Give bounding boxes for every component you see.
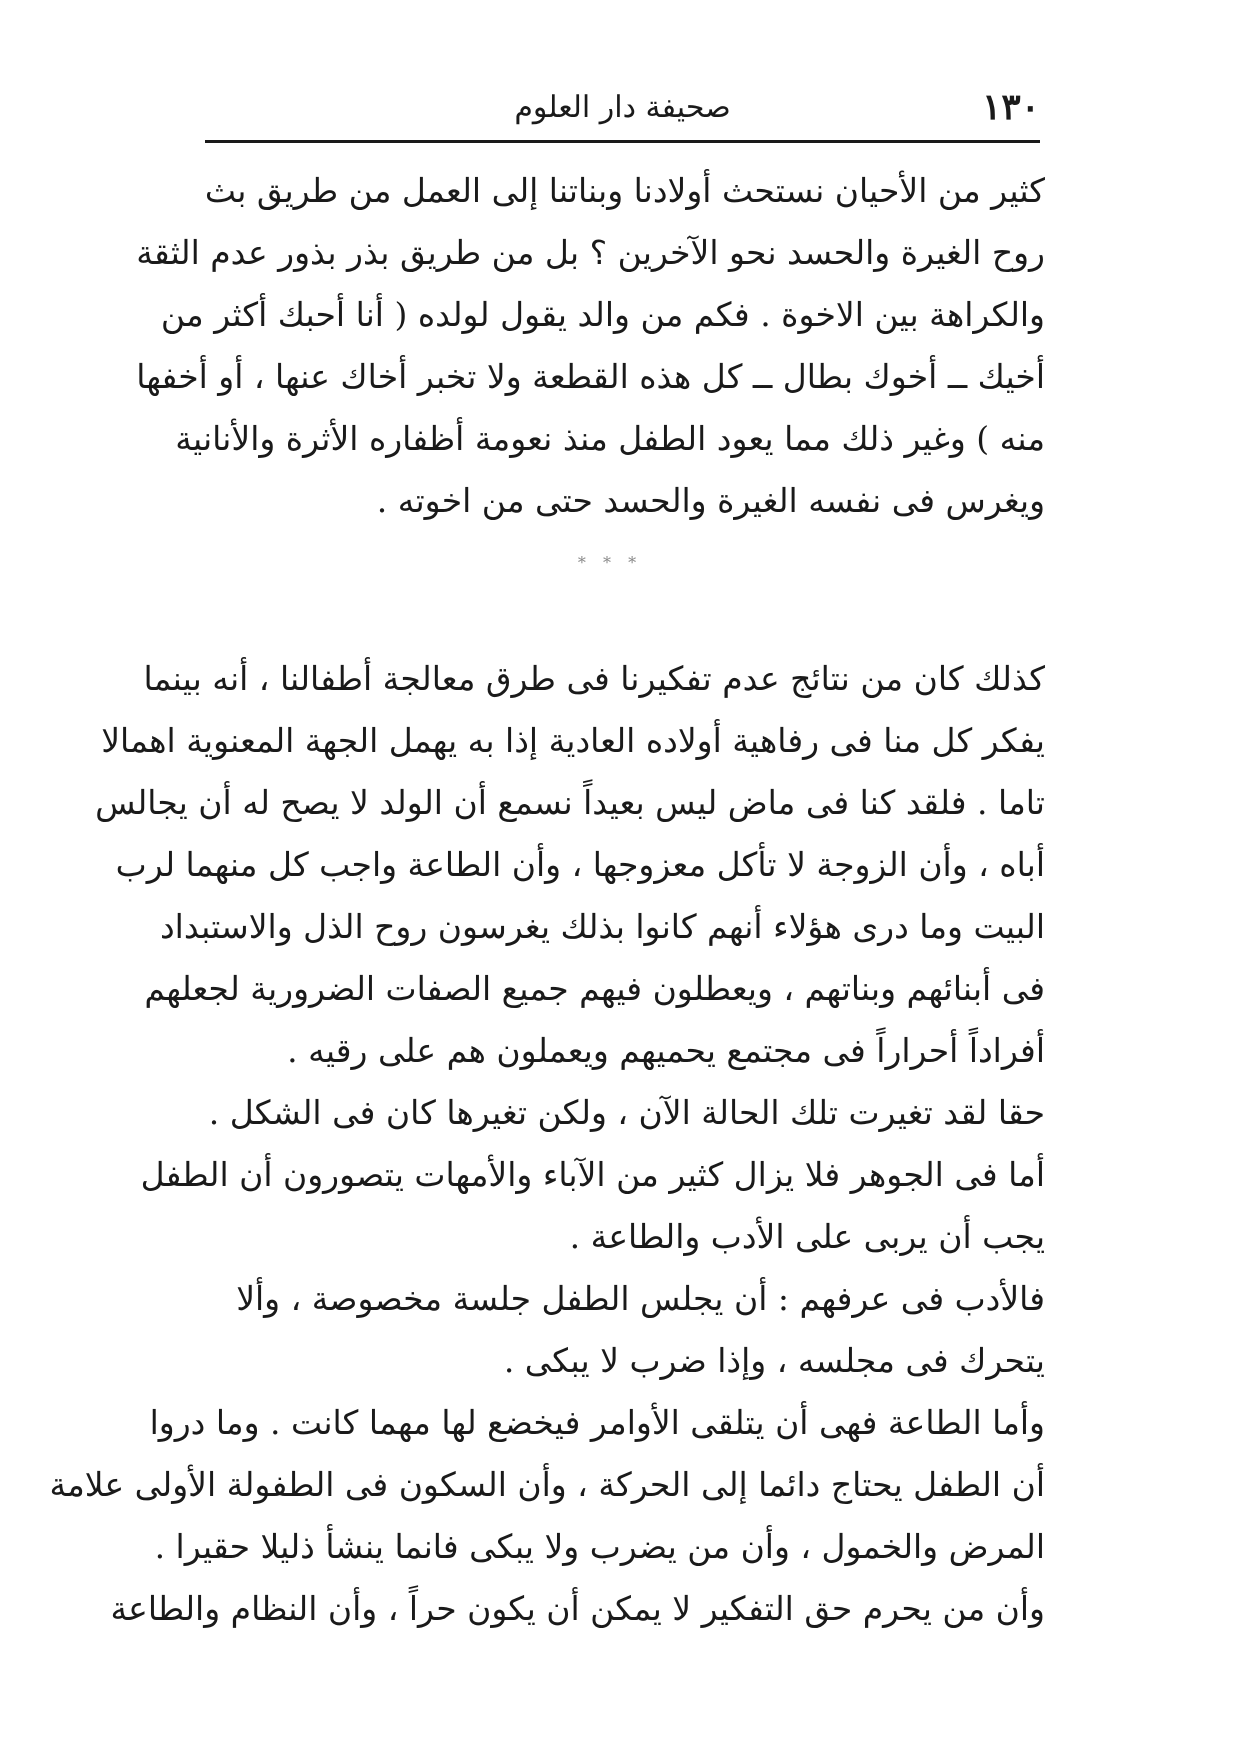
- text-line: المرض والخمول ، وأن من يضرب ولا يبكى فانما ينشأ ذليلا حقيرا .: [154, 1527, 1045, 1566]
- text-line: وأن من يحرم حق التفكير لا يمكن أن يكون حراً ، وأن النظام والطاعة: [110, 1589, 1045, 1628]
- section-gap: [175, 594, 1045, 648]
- paragraph-5: [49, 1392, 1045, 1640]
- text-line: كثير من الأحيان نستحث أولادنا وبناتنا إلى العمل من طريق بث: [204, 171, 1045, 210]
- header-rule: [205, 140, 1040, 143]
- text-line: كذلك كان من نتائج عدم تفكيرنا فى طرق معالجة أطفالنا ، أنه بينما: [143, 659, 1045, 698]
- text-line: تاما . فلقد كنا فى ماض ليس بعيداً نسمع أن الولد لا يصح له أن يجالس: [95, 783, 1045, 822]
- text-line: فالأدب فى عرفهم : أن يجلس الطفل جلسة مخصوصة ، وألا: [236, 1279, 1045, 1318]
- section-divider: * * *: [577, 553, 643, 572]
- text-line: وأما الطاعة فهى أن يتلقى الأوامر فيخضع لها مهما كانت . وما دروا: [149, 1403, 1045, 1442]
- text-line: روح الغيرة والحسد نحو الآخرين ؟ بل من طريق بذر بذور عدم الثقة: [136, 233, 1045, 272]
- paragraph-2: [95, 648, 1045, 1082]
- body-text: [49, 160, 1045, 1640]
- text-line: أباه ، وأن الزوجة لا تأكل معزوجها ، وأن الطاعة واجب كل منهما لرب: [115, 845, 1045, 884]
- text-line: يتحرك فى مجلسه ، وإذا ضرب لا يبكى .: [503, 1341, 1045, 1380]
- paragraph-4: [175, 1268, 1045, 1392]
- text-line: يجب أن يربى على الأدب والطاعة .: [569, 1217, 1045, 1256]
- text-line: فى أبنائهم وبناتهم ، ويعطلون فيهم جميع الصفات الضرورية لجعلهم: [144, 969, 1045, 1008]
- text-line: أخيك ــ أخوك بطال ــ كل هذه القطعة ولا تخبر أخاك عنها ، أو أخفها: [136, 357, 1045, 396]
- text-line: ويغرس فى نفسه الغيرة والحسد حتى من اخوته .: [376, 481, 1045, 520]
- text-line: حقا لقد تغيرت تلك الحالة الآن ، ولكن تغيرها كان فى الشكل .: [208, 1093, 1045, 1132]
- text-line: أن الطفل يحتاج دائما إلى الحركة ، وأن السكون فى الطفولة الأولى علامة: [49, 1465, 1045, 1504]
- text-line: البيت وما درى هؤلاء أنهم كانوا بذلك يغرسون روح الذل والاستبداد: [159, 907, 1045, 946]
- text-line: والكراهة بين الاخوة . فكم من والد يقول لولده ( أنا أحبك أكثر من: [160, 295, 1045, 334]
- text-line: أفراداً أحراراً فى مجتمع يحميهم ويعملون هم على رقيه .: [287, 1031, 1045, 1070]
- page-number: ١٣٠: [981, 86, 1040, 128]
- text-line: منه ) وغير ذلك مما يعود الطفل منذ نعومة أظفاره الأثرة والأنانية: [175, 419, 1045, 458]
- paragraph-3: [140, 1082, 1045, 1268]
- text-line: أما فى الجوهر فلا يزال كثير من الآباء والأمهات يتصورون أن الطفل: [140, 1155, 1045, 1194]
- running-title: صحيفة دار العلوم: [514, 90, 731, 125]
- text-line: يفكر كل منا فى رفاهية أولاده العادية إذا به يهمل الجهة المعنوية اهمالا: [101, 721, 1045, 760]
- paragraph-1: [136, 160, 1045, 532]
- page-header: [205, 82, 1040, 142]
